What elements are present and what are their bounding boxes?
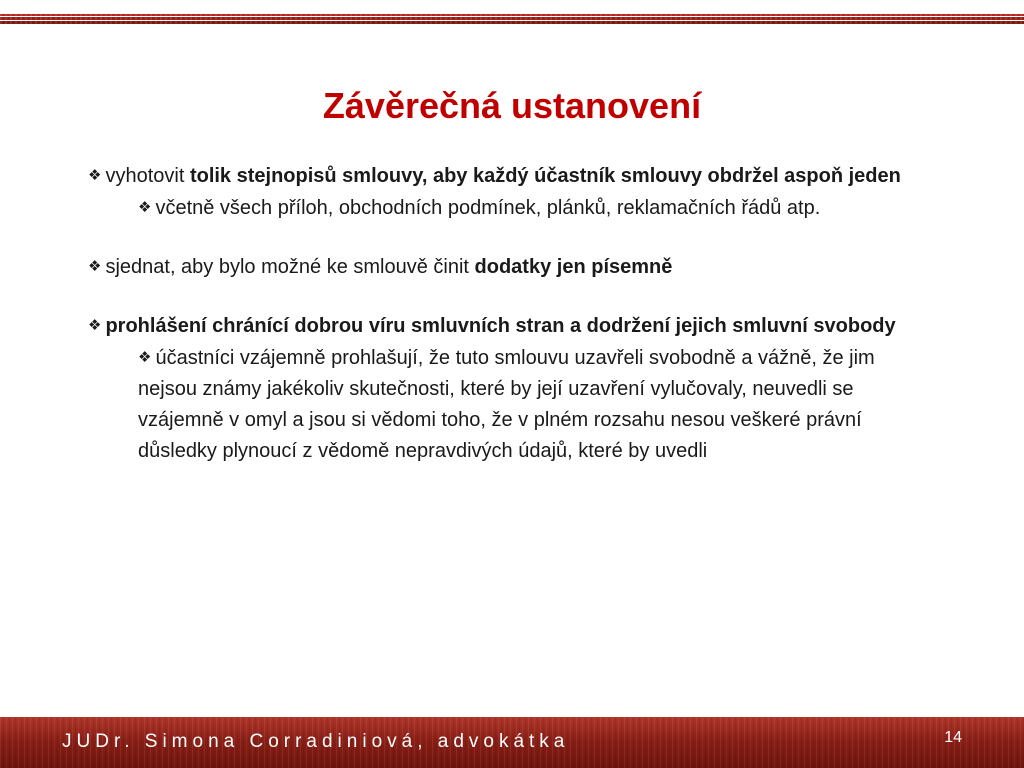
diamond-bullet-icon: ❖ <box>138 198 152 216</box>
diamond-bullet-icon: ❖ <box>138 348 152 366</box>
diamond-bullet-icon: ❖ <box>88 166 102 184</box>
slide-content <box>88 160 928 467</box>
diamond-bullet-icon: ❖ <box>88 257 102 275</box>
bullet-item-2-text: sjednat, aby bylo možné ke smlouvě činit <box>105 256 475 278</box>
page-number: 14 <box>944 729 962 746</box>
sub-bullet-item-3-text: účastníci vzájemně prohlašují, že tuto smlouvu uzavřeli svobodně a vážně, že jim nejsou známy jakékoliv skutečnosti, které by její uzavření vylučovaly, neuvedli se vzájemně v omyl a jsou si vědomi toho, že v plném rozsahu nesou veškeré právní důsledky plynoucí z vědomě nepravdivých údajů, které by uvedli <box>138 347 875 462</box>
spacer <box>88 283 928 310</box>
bullet-item-3-bold-text: prohlášení chránící dobrou víru smluvních stran a dodržení jejich smluvní svobody <box>105 315 896 337</box>
top-decorative-rule <box>0 14 1024 24</box>
bullet-item-2 <box>88 251 928 283</box>
sub-bullet-item-3 <box>138 342 928 467</box>
bullet-item-3 <box>88 310 928 342</box>
bullet-item-1-text: vyhotovit <box>105 165 190 187</box>
bullet-item-2-bold-text: dodatky jen písemně <box>474 256 673 278</box>
bullet-item-1-bold-text: tolik stejnopisů smlouvy, aby každý účastník smlouvy obdržel aspoň jeden <box>189 165 901 187</box>
footer-author: JUDr. Simona Corradiniová, advokátka <box>62 731 570 752</box>
diamond-bullet-icon: ❖ <box>88 316 102 334</box>
sub-bullet-item-1 <box>138 192 928 224</box>
footer-band <box>0 717 1024 768</box>
bullet-item-1 <box>88 160 928 192</box>
spacer <box>88 224 928 251</box>
sub-bullet-item-1-text: včetně všech příloh, obchodních podmínek, plánků, reklamačních řádů atp. <box>155 197 821 219</box>
slide-title: Závěrečná ustanovení <box>322 85 702 127</box>
